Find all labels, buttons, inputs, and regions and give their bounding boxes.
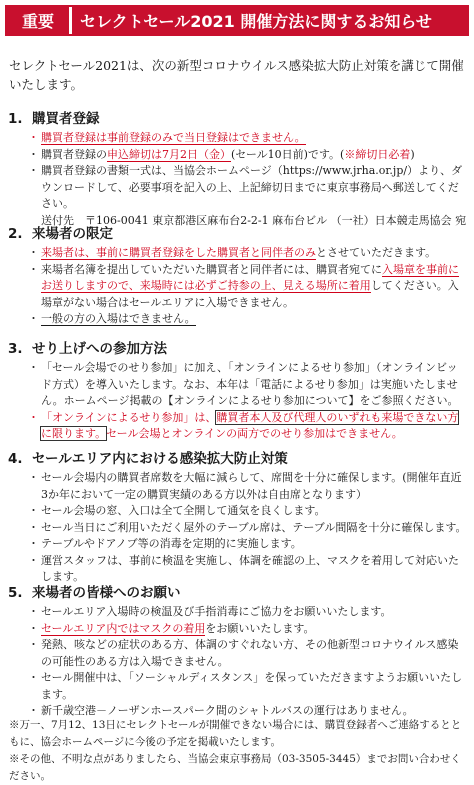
section-title: 購買者登録 — [32, 111, 100, 127]
footer-note: ※その他、不明な点がありましたら、当協会東京事務局（03-3505-3445）までお問い合わせください。 — [9, 753, 461, 782]
list-item: ・ 購買者登録の申込締切は7月2日（金）(セール10日前)です。(※締切日必着) — [31, 147, 468, 164]
footer-notes — [9, 717, 469, 785]
section-registration — [6, 110, 468, 229]
important-badge: 重要 — [7, 7, 69, 34]
list-item: ・ 新千歳空港－ノーザンホースパーク間のシャトルバスの運行はありません。 — [31, 703, 468, 720]
list-item: ・ 発熱、咳などの症状のある方、体調のすぐれない方、その他新型コロナウイルス感染の可能性のある方は入場できません。 — [31, 637, 468, 670]
list-item: ・ セール開催中は、「ソーシャルディスタンス」を保っていただきますようお願いいたします。 — [31, 670, 468, 703]
section-visitor-limit — [6, 225, 468, 328]
list-item: ・ 運営スタッフは、事前に検温を実施し、体調を確認の上、マスクを着用して対応いたします。 — [31, 553, 468, 586]
section-number: 4. — [8, 451, 23, 467]
list-item: ・ 来場者は、事前に購買者登録をした購買者と同伴者のみとさせていただきます。 — [31, 245, 468, 262]
title-bar — [5, 5, 469, 36]
list-item: ・ テーブルやドアノブ等の消毒を定期的に実施します。 — [31, 536, 468, 553]
list-item: ・ 「オンラインによるせり参加」は、購買者本人及び代理人のいずれも来場できない方に限ります。セール会場とオンラインの両方でのせり参加はできません。 — [31, 410, 468, 443]
list-item: ・ 「セール会場でのせり参加」に加え、「オンラインによるせり参加」（オンラインビッド方式）を導入いたします。なお、本年は「電話によるせり参加」は実施いたしません。ホームページ掲載の【オンラインによるせり参加について】をご参照ください。 — [31, 360, 468, 410]
footer-note: ※万一、7月12、13日にセレクトセールが開催できない場合には、購買登録者へご連絡するとともに、協会ホームページに今後の予定を掲載いたします。 — [9, 719, 462, 748]
section-title: 来場者の皆様へのお願い — [32, 585, 181, 601]
list-item: ・ セールエリア入場時の検温及び手指消毒にご協力をお願いいたします。 — [31, 604, 468, 621]
list-item: ・ セール会場の窓、入口は全て全開して通気を良くします。 — [31, 503, 468, 520]
section-number: 2. — [8, 226, 23, 242]
page-title: セレクトセール2021 開催方法に関するお知らせ — [69, 7, 467, 34]
section-title: 来場者の限定 — [32, 226, 113, 242]
section-number: 1. — [8, 111, 23, 127]
section-title: セールエリア内における感染拡大防止対策 — [32, 451, 288, 467]
list-item: ・ 購買者登録は事前登録のみで当日登録はできません。 — [31, 130, 468, 147]
list-item: ・ 一般の方の入場はできません。 — [31, 311, 468, 328]
section-number: 3. — [8, 341, 23, 357]
section-bidding — [6, 340, 468, 443]
list-item: ・ セール当日にご利用いただく屋外のテーブル席は、テーブル間隔を十分に確保します。 — [31, 520, 468, 537]
section-visitor-requests — [6, 584, 468, 720]
section-number: 5. — [8, 585, 23, 601]
list-item: ・ セール会場内の購買者席数を大幅に減らして、席間を十分に確保します。(開催年直近3か年において一定の購買実績のある方以外は自由席となります） — [31, 470, 468, 503]
list-item: ・ 来場者名簿を提出していただいた購買者と同伴者には、購買者宛てに入場章を事前にお送りしますので、来場時には必ずご持参の上、見える場所に着用してください。入場章がない場合はセールエリアに入場できません。 — [31, 262, 468, 312]
section-infection-prevention — [6, 450, 468, 586]
section-title: せり上げへの参加方法 — [32, 341, 167, 357]
list-item: ・ セールエリア内ではマスクの着用をお願いいたします。 — [31, 621, 468, 638]
sender-address: 送付先 〒106-0041 東京都港区麻布台2-2-1 麻布台ビル （一社）日本競走馬協会 宛 — [41, 213, 467, 227]
list-item: ・ 購買者登録の書類一式は、当協会ホームページ（https://www.jrha.or.jp/）より、ダウンロードして、必要事項を記入の上、上記締切日までに東京事務局へ郵送してください。 — [31, 163, 468, 213]
intro-paragraph: セレクトセール2021は、次の新型コロナウイルス感染拡大防止対策を講じて開催いたします。 — [9, 58, 464, 92]
